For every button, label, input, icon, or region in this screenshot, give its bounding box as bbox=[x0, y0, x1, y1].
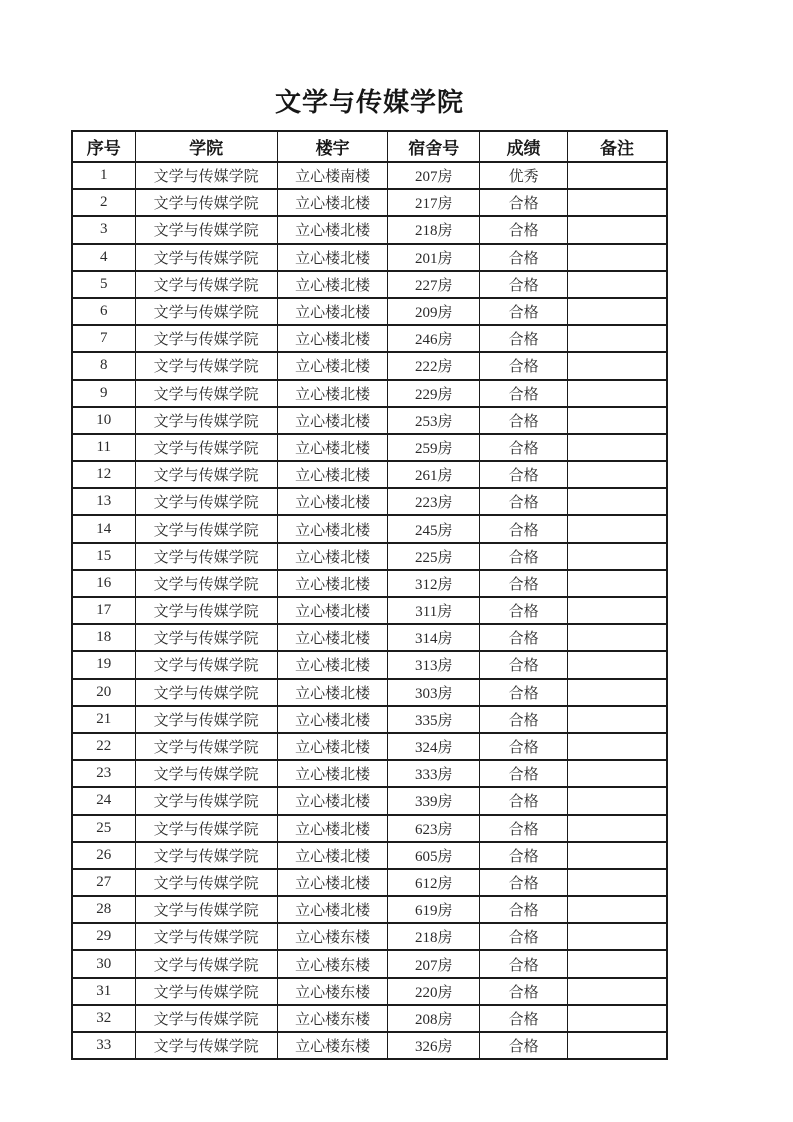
cell-building: 立心楼北楼 bbox=[277, 570, 388, 597]
table-row bbox=[72, 733, 667, 760]
cell-college: 文学与传媒学院 bbox=[135, 869, 277, 896]
cell-grade: 合格 bbox=[480, 271, 568, 298]
cell-note bbox=[568, 271, 667, 298]
cell-grade: 合格 bbox=[480, 896, 568, 923]
cell-note bbox=[568, 515, 667, 542]
cell-seq: 25 bbox=[72, 815, 135, 842]
table-row bbox=[72, 434, 667, 461]
table-row bbox=[72, 352, 667, 379]
cell-seq: 12 bbox=[72, 461, 135, 488]
cell-room: 229房 bbox=[388, 380, 480, 407]
cell-building: 立心楼北楼 bbox=[277, 733, 388, 760]
cell-note bbox=[568, 896, 667, 923]
cell-building: 立心楼北楼 bbox=[277, 815, 388, 842]
cell-note bbox=[568, 570, 667, 597]
header-building: 楼宇 bbox=[277, 131, 388, 162]
cell-note bbox=[568, 244, 667, 271]
table-row bbox=[72, 624, 667, 651]
cell-room: 259房 bbox=[388, 434, 480, 461]
cell-room: 623房 bbox=[388, 815, 480, 842]
cell-college: 文学与传媒学院 bbox=[135, 271, 277, 298]
cell-seq: 11 bbox=[72, 434, 135, 461]
cell-college: 文学与传媒学院 bbox=[135, 679, 277, 706]
cell-grade: 合格 bbox=[480, 543, 568, 570]
cell-seq: 23 bbox=[72, 760, 135, 787]
cell-college: 文学与传媒学院 bbox=[135, 162, 277, 189]
cell-note bbox=[568, 543, 667, 570]
cell-college: 文学与传媒学院 bbox=[135, 189, 277, 216]
cell-grade: 合格 bbox=[480, 760, 568, 787]
table-row bbox=[72, 1005, 667, 1032]
cell-building: 立心楼北楼 bbox=[277, 624, 388, 651]
cell-college: 文学与传媒学院 bbox=[135, 760, 277, 787]
header-college: 学院 bbox=[135, 131, 277, 162]
cell-seq: 20 bbox=[72, 679, 135, 706]
cell-grade: 合格 bbox=[480, 488, 568, 515]
cell-building: 立心楼北楼 bbox=[277, 896, 388, 923]
cell-seq: 8 bbox=[72, 352, 135, 379]
cell-note bbox=[568, 488, 667, 515]
cell-seq: 13 bbox=[72, 488, 135, 515]
cell-grade: 合格 bbox=[480, 352, 568, 379]
cell-room: 326房 bbox=[388, 1032, 480, 1059]
cell-building: 立心楼南楼 bbox=[277, 162, 388, 189]
cell-seq: 19 bbox=[72, 651, 135, 678]
table-row bbox=[72, 978, 667, 1005]
document-body bbox=[71, 82, 668, 1060]
cell-grade: 合格 bbox=[480, 1032, 568, 1059]
table-row bbox=[72, 1032, 667, 1059]
table-row bbox=[72, 950, 667, 977]
cell-grade: 合格 bbox=[480, 244, 568, 271]
cell-room: 261房 bbox=[388, 461, 480, 488]
cell-seq: 3 bbox=[72, 216, 135, 243]
cell-seq: 14 bbox=[72, 515, 135, 542]
cell-grade: 合格 bbox=[480, 380, 568, 407]
cell-college: 文学与传媒学院 bbox=[135, 1032, 277, 1059]
cell-building: 立心楼北楼 bbox=[277, 461, 388, 488]
cell-seq: 15 bbox=[72, 543, 135, 570]
cell-grade: 合格 bbox=[480, 733, 568, 760]
cell-note bbox=[568, 434, 667, 461]
cell-room: 201房 bbox=[388, 244, 480, 271]
table-row bbox=[72, 380, 667, 407]
header-grade: 成绩 bbox=[480, 131, 568, 162]
table-row bbox=[72, 162, 667, 189]
cell-room: 324房 bbox=[388, 733, 480, 760]
cell-note bbox=[568, 624, 667, 651]
cell-building: 立心楼北楼 bbox=[277, 842, 388, 869]
cell-grade: 合格 bbox=[480, 434, 568, 461]
table-row bbox=[72, 325, 667, 352]
cell-note bbox=[568, 869, 667, 896]
cell-college: 文学与传媒学院 bbox=[135, 216, 277, 243]
header-note: 备注 bbox=[568, 131, 667, 162]
cell-grade: 合格 bbox=[480, 815, 568, 842]
cell-college: 文学与传媒学院 bbox=[135, 380, 277, 407]
table-header-row bbox=[72, 131, 667, 162]
cell-college: 文学与传媒学院 bbox=[135, 244, 277, 271]
cell-room: 207房 bbox=[388, 162, 480, 189]
cell-note bbox=[568, 760, 667, 787]
cell-seq: 2 bbox=[72, 189, 135, 216]
cell-grade: 合格 bbox=[480, 461, 568, 488]
cell-building: 立心楼北楼 bbox=[277, 651, 388, 678]
cell-grade: 合格 bbox=[480, 950, 568, 977]
cell-building: 立心楼北楼 bbox=[277, 244, 388, 271]
cell-room: 245房 bbox=[388, 515, 480, 542]
cell-note bbox=[568, 1032, 667, 1059]
cell-grade: 合格 bbox=[480, 407, 568, 434]
cell-note bbox=[568, 189, 667, 216]
cell-room: 339房 bbox=[388, 787, 480, 814]
cell-note bbox=[568, 1005, 667, 1032]
table-row bbox=[72, 407, 667, 434]
table-row bbox=[72, 787, 667, 814]
cell-building: 立心楼北楼 bbox=[277, 679, 388, 706]
cell-seq: 24 bbox=[72, 787, 135, 814]
cell-note bbox=[568, 461, 667, 488]
cell-seq: 17 bbox=[72, 597, 135, 624]
cell-grade: 合格 bbox=[480, 570, 568, 597]
table-row bbox=[72, 216, 667, 243]
cell-college: 文学与传媒学院 bbox=[135, 651, 277, 678]
cell-note bbox=[568, 325, 667, 352]
cell-grade: 合格 bbox=[480, 597, 568, 624]
cell-room: 605房 bbox=[388, 842, 480, 869]
cell-building: 立心楼北楼 bbox=[277, 352, 388, 379]
table-row bbox=[72, 815, 667, 842]
page-title: 文学与传媒学院 bbox=[274, 88, 464, 117]
table-row bbox=[72, 570, 667, 597]
table-row bbox=[72, 896, 667, 923]
cell-note bbox=[568, 950, 667, 977]
cell-building: 立心楼北楼 bbox=[277, 216, 388, 243]
cell-room: 207房 bbox=[388, 950, 480, 977]
cell-college: 文学与传媒学院 bbox=[135, 597, 277, 624]
cell-building: 立心楼东楼 bbox=[277, 923, 388, 950]
cell-college: 文学与传媒学院 bbox=[135, 570, 277, 597]
cell-room: 217房 bbox=[388, 189, 480, 216]
cell-grade: 优秀 bbox=[480, 162, 568, 189]
cell-grade: 合格 bbox=[480, 189, 568, 216]
cell-college: 文学与传媒学院 bbox=[135, 515, 277, 542]
cell-building: 立心楼北楼 bbox=[277, 298, 388, 325]
cell-seq: 31 bbox=[72, 978, 135, 1005]
cell-seq: 29 bbox=[72, 923, 135, 950]
cell-grade: 合格 bbox=[480, 298, 568, 325]
cell-college: 文学与传媒学院 bbox=[135, 706, 277, 733]
cell-room: 303房 bbox=[388, 679, 480, 706]
table-row bbox=[72, 515, 667, 542]
cell-building: 立心楼东楼 bbox=[277, 978, 388, 1005]
cell-grade: 合格 bbox=[480, 787, 568, 814]
cell-building: 立心楼北楼 bbox=[277, 597, 388, 624]
cell-grade: 合格 bbox=[480, 679, 568, 706]
cell-seq: 1 bbox=[72, 162, 135, 189]
cell-room: 612房 bbox=[388, 869, 480, 896]
table-row bbox=[72, 271, 667, 298]
table-row bbox=[72, 760, 667, 787]
cell-building: 立心楼北楼 bbox=[277, 189, 388, 216]
cell-grade: 合格 bbox=[480, 515, 568, 542]
cell-grade: 合格 bbox=[480, 978, 568, 1005]
cell-college: 文学与传媒学院 bbox=[135, 1005, 277, 1032]
cell-college: 文学与传媒学院 bbox=[135, 461, 277, 488]
cell-grade: 合格 bbox=[480, 216, 568, 243]
table-body bbox=[72, 162, 667, 1059]
cell-room: 223房 bbox=[388, 488, 480, 515]
cell-seq: 21 bbox=[72, 706, 135, 733]
table-row bbox=[72, 488, 667, 515]
cell-seq: 26 bbox=[72, 842, 135, 869]
table-row bbox=[72, 298, 667, 325]
cell-grade: 合格 bbox=[480, 325, 568, 352]
cell-building: 立心楼北楼 bbox=[277, 787, 388, 814]
cell-room: 333房 bbox=[388, 760, 480, 787]
cell-room: 314房 bbox=[388, 624, 480, 651]
cell-building: 立心楼东楼 bbox=[277, 950, 388, 977]
cell-college: 文学与传媒学院 bbox=[135, 950, 277, 977]
cell-grade: 合格 bbox=[480, 624, 568, 651]
cell-note bbox=[568, 923, 667, 950]
table-row bbox=[72, 651, 667, 678]
table-row bbox=[72, 706, 667, 733]
cell-note bbox=[568, 706, 667, 733]
cell-grade: 合格 bbox=[480, 923, 568, 950]
table-row bbox=[72, 869, 667, 896]
cell-note bbox=[568, 352, 667, 379]
cell-note bbox=[568, 407, 667, 434]
cell-building: 立心楼北楼 bbox=[277, 271, 388, 298]
cell-note bbox=[568, 216, 667, 243]
cell-building: 立心楼北楼 bbox=[277, 706, 388, 733]
cell-seq: 4 bbox=[72, 244, 135, 271]
cell-building: 立心楼东楼 bbox=[277, 1032, 388, 1059]
cell-building: 立心楼北楼 bbox=[277, 869, 388, 896]
cell-note bbox=[568, 978, 667, 1005]
cell-college: 文学与传媒学院 bbox=[135, 733, 277, 760]
cell-building: 立心楼北楼 bbox=[277, 325, 388, 352]
cell-seq: 16 bbox=[72, 570, 135, 597]
cell-room: 209房 bbox=[388, 298, 480, 325]
cell-college: 文学与传媒学院 bbox=[135, 978, 277, 1005]
cell-room: 619房 bbox=[388, 896, 480, 923]
cell-seq: 22 bbox=[72, 733, 135, 760]
cell-room: 225房 bbox=[388, 543, 480, 570]
cell-note bbox=[568, 597, 667, 624]
table-row bbox=[72, 543, 667, 570]
cell-college: 文学与传媒学院 bbox=[135, 624, 277, 651]
cell-note bbox=[568, 380, 667, 407]
cell-seq: 18 bbox=[72, 624, 135, 651]
header-seq: 序号 bbox=[72, 131, 135, 162]
cell-room: 227房 bbox=[388, 271, 480, 298]
table-row bbox=[72, 461, 667, 488]
cell-seq: 6 bbox=[72, 298, 135, 325]
table-row bbox=[72, 923, 667, 950]
cell-room: 218房 bbox=[388, 923, 480, 950]
cell-seq: 33 bbox=[72, 1032, 135, 1059]
cell-grade: 合格 bbox=[480, 1005, 568, 1032]
cell-seq: 5 bbox=[72, 271, 135, 298]
cell-room: 220房 bbox=[388, 978, 480, 1005]
cell-note bbox=[568, 298, 667, 325]
cell-building: 立心楼北楼 bbox=[277, 380, 388, 407]
header-room: 宿舍号 bbox=[388, 131, 480, 162]
cell-room: 253房 bbox=[388, 407, 480, 434]
cell-building: 立心楼北楼 bbox=[277, 488, 388, 515]
table-row bbox=[72, 597, 667, 624]
cell-room: 218房 bbox=[388, 216, 480, 243]
table-row bbox=[72, 842, 667, 869]
cell-note bbox=[568, 679, 667, 706]
cell-note bbox=[568, 733, 667, 760]
cell-building: 立心楼北楼 bbox=[277, 515, 388, 542]
cell-grade: 合格 bbox=[480, 869, 568, 896]
cell-note bbox=[568, 162, 667, 189]
cell-college: 文学与传媒学院 bbox=[135, 842, 277, 869]
cell-seq: 7 bbox=[72, 325, 135, 352]
cell-room: 335房 bbox=[388, 706, 480, 733]
cell-building: 立心楼北楼 bbox=[277, 434, 388, 461]
cell-seq: 32 bbox=[72, 1005, 135, 1032]
cell-room: 313房 bbox=[388, 651, 480, 678]
dormitory-grade-table bbox=[71, 130, 668, 1060]
cell-seq: 28 bbox=[72, 896, 135, 923]
cell-grade: 合格 bbox=[480, 706, 568, 733]
cell-seq: 9 bbox=[72, 380, 135, 407]
cell-college: 文学与传媒学院 bbox=[135, 815, 277, 842]
table-row bbox=[72, 244, 667, 271]
table-row bbox=[72, 189, 667, 216]
cell-seq: 30 bbox=[72, 950, 135, 977]
cell-college: 文学与传媒学院 bbox=[135, 896, 277, 923]
cell-note bbox=[568, 842, 667, 869]
cell-note bbox=[568, 815, 667, 842]
cell-seq: 27 bbox=[72, 869, 135, 896]
cell-grade: 合格 bbox=[480, 651, 568, 678]
cell-room: 311房 bbox=[388, 597, 480, 624]
cell-college: 文学与传媒学院 bbox=[135, 488, 277, 515]
cell-room: 222房 bbox=[388, 352, 480, 379]
table-row bbox=[72, 679, 667, 706]
cell-room: 246房 bbox=[388, 325, 480, 352]
cell-college: 文学与传媒学院 bbox=[135, 298, 277, 325]
cell-college: 文学与传媒学院 bbox=[135, 787, 277, 814]
cell-note bbox=[568, 651, 667, 678]
cell-college: 文学与传媒学院 bbox=[135, 543, 277, 570]
cell-building: 立心楼北楼 bbox=[277, 407, 388, 434]
cell-room: 208房 bbox=[388, 1005, 480, 1032]
cell-room: 312房 bbox=[388, 570, 480, 597]
cell-note bbox=[568, 787, 667, 814]
cell-college: 文学与传媒学院 bbox=[135, 923, 277, 950]
cell-building: 立心楼北楼 bbox=[277, 760, 388, 787]
cell-college: 文学与传媒学院 bbox=[135, 325, 277, 352]
cell-college: 文学与传媒学院 bbox=[135, 434, 277, 461]
cell-building: 立心楼东楼 bbox=[277, 1005, 388, 1032]
cell-seq: 10 bbox=[72, 407, 135, 434]
cell-college: 文学与传媒学院 bbox=[135, 352, 277, 379]
cell-grade: 合格 bbox=[480, 842, 568, 869]
cell-building: 立心楼北楼 bbox=[277, 543, 388, 570]
cell-college: 文学与传媒学院 bbox=[135, 407, 277, 434]
